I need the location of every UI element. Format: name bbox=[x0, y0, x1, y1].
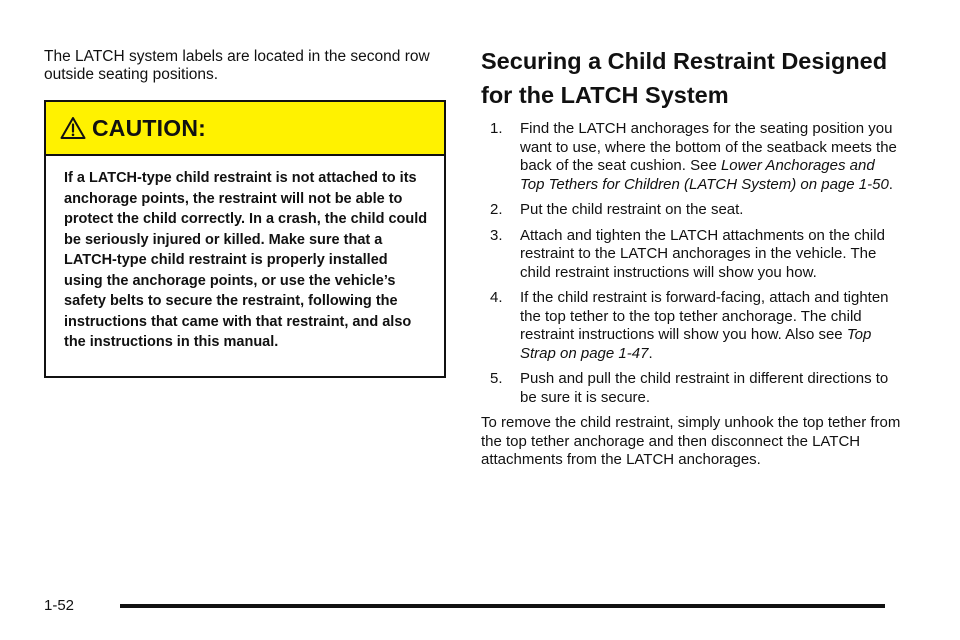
list-item-step-4 bbox=[481, 289, 901, 363]
step-number: 2. bbox=[490, 201, 503, 218]
step-text bbox=[520, 370, 901, 407]
section-heading: Securing a Child Restraint Designed for the LATCH System bbox=[481, 48, 888, 108]
step-body: Put the child restraint on the seat. bbox=[520, 201, 744, 218]
step-text bbox=[520, 227, 901, 283]
step-body: Find the LATCH anchorages for the seating position you want to use, where the bottom of the seatback meets the back of the seat cushion. See bbox=[520, 120, 897, 174]
caution-title: CAUTION: bbox=[92, 114, 207, 141]
step-trailing: . bbox=[888, 175, 893, 193]
step-body: Push and pull the child restraint in different directions to be sure it is secure. bbox=[520, 370, 889, 406]
page-reference: Top Strap on page 1-47 bbox=[520, 326, 872, 362]
list-item-step-5 bbox=[481, 370, 901, 407]
list-item-step-1 bbox=[481, 120, 901, 194]
intro-paragraph: The LATCH system labels are located in the second row outside seating positions. bbox=[44, 48, 430, 83]
caution-body: If a LATCH-type child restraint is not attached to its anchorage points, the restraint will not be able to protect the child correctly. In a crash, the child could be seriously injured or killed. Make sure that a LATCH-type child restraint is properly installed using the anchorage points, or use the vehicle’s safety belts to secure the restraint, following the instructions that came with that restraint, and also the instructions in this manual. bbox=[64, 170, 428, 350]
outro-paragraph: To remove the child restraint, simply unhook the top tether from the top tether anchorage and then disconnect the LATCH attachments from the LATCH anchorages. bbox=[481, 414, 901, 468]
step-text bbox=[520, 289, 901, 363]
caution-box bbox=[44, 100, 446, 378]
right-column bbox=[481, 44, 901, 470]
step-trailing: . bbox=[648, 344, 653, 362]
page-reference: Lower Anchorages and Top Tethers for Children (LATCH System) on page 1-50 bbox=[520, 157, 889, 193]
step-number: 1. bbox=[490, 120, 503, 137]
steps-list bbox=[481, 120, 901, 407]
step-number: 3. bbox=[490, 226, 503, 244]
step-text bbox=[520, 120, 901, 194]
step-number: 4. bbox=[490, 289, 503, 306]
warning-triangle-icon bbox=[60, 116, 86, 140]
footer-rule bbox=[120, 604, 885, 608]
step-body: If the child restraint is forward-facing, attach and tighten the top tether to the top tether anchorage. The child restraint instructions will show you how. Also see bbox=[520, 289, 889, 343]
list-item-step-3 bbox=[481, 227, 901, 283]
left-column bbox=[44, 48, 446, 350]
step-number: 5. bbox=[490, 370, 503, 387]
list-item-step-2 bbox=[481, 201, 901, 220]
step-body: Attach and tighten the LATCH attachments on the child restraint to the LATCH anchorages in the vehicle. The child restraint instructions will show you how. bbox=[520, 226, 885, 281]
step-text bbox=[520, 201, 901, 220]
caution-header bbox=[46, 102, 444, 156]
page-number: 1-52 bbox=[44, 597, 75, 614]
